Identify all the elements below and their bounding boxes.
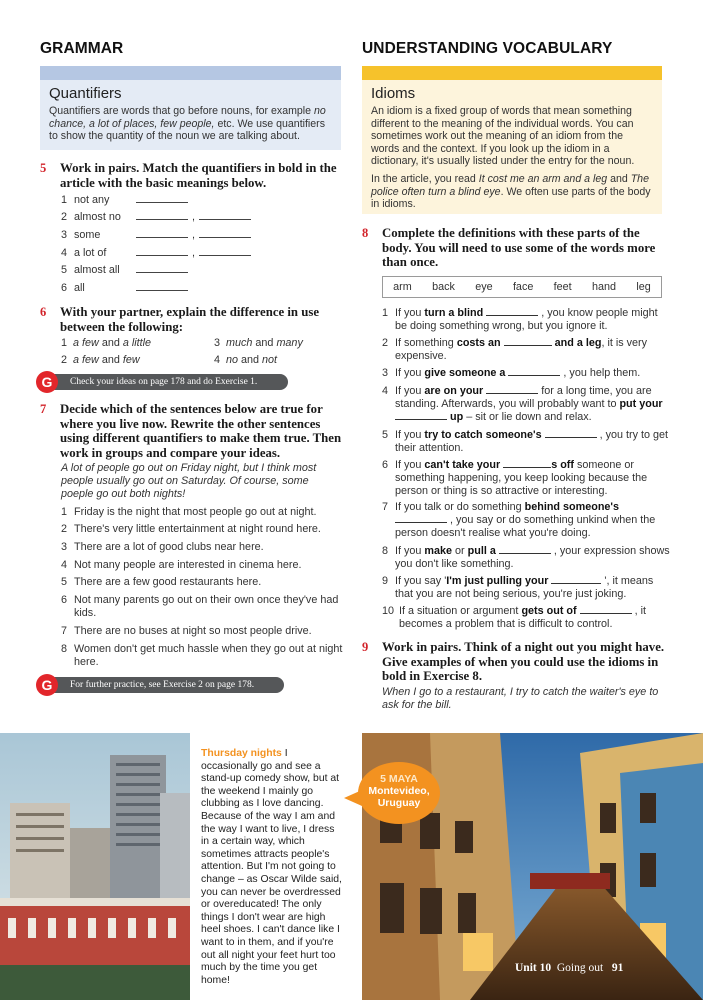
exercise-8-item-6: 6 If you can't take your s off someone or something happening, you keep looking because the person or thing is so attractive or interesting. — [382, 459, 648, 497]
quantifiers-box — [40, 80, 341, 150]
exercise-5 — [40, 161, 345, 190]
exercise-7-item — [61, 541, 344, 554]
exercise-8-instruction: Complete the definitions with these parts of the body. You will need to use some of the words more than once. — [382, 226, 656, 270]
exercise-7-item — [61, 523, 344, 536]
idioms-text-2: In the article, you read It cost me an arm and a leg and The police often turn a blind eye. We often use parts of the body in idioms. — [371, 172, 651, 211]
quantifier-meaning: some — [74, 229, 101, 241]
quantifiers-title: Quantifiers — [49, 85, 122, 102]
exercise-8-item-9: 9 If you say 'I'm just pulling your ', it means that you are not being serious, you're just joking. — [382, 575, 654, 600]
word-box — [382, 276, 662, 298]
item-number: 7 — [61, 625, 68, 637]
speaker-bubble — [358, 762, 440, 824]
item-number: 5 — [61, 576, 68, 588]
item-number: 2 — [61, 211, 68, 223]
vocabulary-heading: UNDERSTANDING VOCABULARY — [362, 40, 613, 57]
word-face: face — [512, 281, 534, 293]
exercise-6-item-2: 2 a few and few — [61, 354, 140, 366]
photo-strip — [0, 733, 703, 1000]
answer-blank[interactable] — [199, 247, 251, 256]
answer-blank[interactable] — [136, 264, 188, 273]
idioms-box — [362, 80, 662, 214]
exercise-7-item — [61, 559, 344, 572]
item-number: 8 — [61, 643, 68, 655]
exercise-9-example: When I go to a restaurant, I try to catch the waiter's eye to ask for the bill. — [382, 686, 659, 711]
sentence-text: There are a few good restaurants here. — [74, 576, 262, 588]
item-number: 3 — [61, 229, 68, 241]
answer-blank[interactable] — [545, 429, 597, 438]
answer-blank[interactable] — [395, 514, 447, 523]
answer-blank[interactable] — [136, 194, 188, 203]
word-leg: leg — [636, 281, 651, 293]
word-hand: hand — [592, 281, 617, 293]
answer-blank[interactable] — [486, 307, 538, 316]
answer-blank[interactable] — [580, 605, 632, 614]
grammar-reference-2[interactable]: For further practice, see Exercise 2 on page 178. — [46, 677, 284, 693]
grammar-g-icon: G — [36, 674, 58, 696]
word-feet: feet — [553, 281, 572, 293]
exercise-7-instruction: Decide which of the sentences below are true for where you live now. Rewrite the other sentences using different quantifiers to make them true. Then work in groups and compare your ideas. — [60, 402, 342, 460]
sentence-text: There are no buses at night so most people drive. — [74, 625, 312, 637]
item-number: 4 — [61, 559, 68, 571]
answer-blank[interactable] — [486, 385, 538, 394]
exercise-5-item — [61, 282, 188, 294]
grammar-reference-1[interactable]: Check your ideas on page 178 and do Exercise 1. — [46, 374, 288, 390]
answer-blank[interactable] — [136, 247, 188, 256]
exercise-7 — [40, 402, 345, 460]
answer-blank[interactable] — [503, 459, 551, 468]
exercise-8-number: 8 — [362, 226, 369, 240]
exercise-7-number: 7 — [40, 402, 47, 416]
answer-blank[interactable] — [499, 545, 551, 554]
speaker-city: Montevideo, — [368, 785, 430, 797]
exercise-5-instruction: Work in pairs. Match the quantifiers in bold in the article with the basic meanings below. — [60, 161, 337, 190]
item-number: 2 — [61, 523, 68, 535]
word-back: back — [432, 281, 455, 293]
speaker-id: 5 MAYA — [380, 773, 418, 785]
exercise-9-instruction: Work in pairs. Think of a night out you might have. Give examples of when you could use the idioms in bold in Exercise 8. — [382, 640, 665, 684]
answer-blank[interactable] — [551, 575, 601, 584]
exercise-8-item-8: 8 If you make or pull a , your expression shows you don't like something. — [382, 545, 670, 570]
idioms-title: Idioms — [371, 85, 416, 102]
sentence-text: Friday is the night that most people go out at night. — [74, 506, 317, 518]
item-number: 4 — [61, 247, 68, 259]
exercise-7-example: A lot of people go out on Friday night, but I think most people usually go out on Saturday. Of course, some poeple go out both nights! — [61, 462, 317, 500]
answer-blank[interactable] — [136, 282, 188, 291]
sentence-text: Women don't get much hassle when they go out at night here. — [74, 643, 343, 668]
answer-blank[interactable] — [136, 211, 188, 220]
speaker-bubble-tail — [344, 790, 362, 806]
exercise-5-number: 5 — [40, 161, 47, 175]
exercise-6 — [40, 305, 345, 334]
speaker-country: Uruguay — [377, 797, 421, 809]
grammar-g-icon: G — [36, 371, 58, 393]
answer-blank[interactable] — [199, 211, 251, 220]
item-number: 5 — [61, 264, 68, 276]
exercise-8-item-3: 3 If you give someone a , you help them. — [382, 367, 641, 379]
word-eye: eye — [475, 281, 493, 293]
exercise-6-instruction: With your partner, explain the difference in use between the following: — [60, 305, 320, 334]
answer-blank[interactable] — [508, 367, 560, 376]
idioms-box-bar — [362, 66, 662, 80]
exercise-6-item-3: 3 much and many — [214, 337, 303, 349]
item-number: 6 — [61, 594, 68, 606]
sentence-text: There are a lot of good clubs near here. — [74, 541, 264, 553]
exercise-5-item — [61, 194, 188, 206]
answer-blank[interactable] — [504, 337, 552, 346]
exercise-9-number: 9 — [362, 640, 369, 654]
feature-label: Thursday nights — [201, 748, 282, 759]
sentence-text: There's very little entertainment at night round here. — [74, 523, 321, 535]
exercise-8-item-4: 4 If you are on your for a long time, you are standing. Afterwards, you will probably want to put your up – sit or lie down and relax. — [382, 385, 663, 423]
exercise-8 — [362, 226, 667, 270]
feature-text: Thursday nights I occasionally go and see a stand-up comedy show, but at the weekend I mainly go clubbing as I love dancing. Because of the way I am and the way I want to live, I dress in a certain way, which sometimes attracts people's attention. But I'm not going to change – as Oscar Wilde said, you can never be overdressed or overeducated! The only things I don't wear are high heel shoes. I can't dance like I want to in them, and if you're out all night your feet hurt too much by the time you get home! — [201, 748, 342, 986]
quantifier-meaning: a lot of — [74, 247, 107, 259]
quantifier-meaning: all — [74, 282, 85, 294]
item-number: 3 — [61, 541, 68, 553]
exercise-7-item — [61, 506, 344, 519]
answer-blank[interactable] — [199, 229, 251, 238]
comma-separator: , — [192, 229, 196, 241]
exercise-5-item — [61, 247, 251, 259]
comma-separator: , — [192, 211, 196, 223]
sentence-text: Not many parents go out on their own once they've had kids. — [74, 594, 339, 619]
grammar-heading: GRAMMAR — [40, 40, 124, 57]
quantifier-meaning: not any — [74, 194, 110, 206]
comma-separator: , — [192, 247, 196, 259]
exercise-5-item — [61, 211, 251, 223]
exercise-6-number: 6 — [40, 305, 47, 319]
exercise-8-item-1: 1 If you turn a blind , you know people might be doing something wrong, but you ignore it. — [382, 307, 658, 332]
quantifiers-text: Quantifiers are words that go before nouns, for example no chance, a lot of places, few people, etc. We use quantifiers to show the quantity of the noun we are talking about. — [49, 105, 326, 143]
answer-blank[interactable] — [395, 411, 447, 420]
exercise-5-item — [61, 229, 251, 241]
sentence-text: Not many people are interested in cinema here. — [74, 559, 302, 571]
word-arm: arm — [393, 281, 412, 293]
exercise-7-item — [61, 643, 344, 669]
exercise-5-item — [61, 264, 188, 276]
footer-title: Going out — [556, 962, 604, 974]
exercise-7-item — [61, 576, 344, 589]
idioms-text-1: An idiom is a fixed group of words that mean something different to the meaning of the individual words. You can sometimes work out the meaning of an idiom from the words and the context. If you look up the idiom in a dictionary, it's usually listed under the entry for the noun. — [371, 105, 635, 168]
page-footer — [515, 962, 623, 974]
exercise-8-item-10: 10 If a situation or argument gets out of , it becomes a problem that is difficult to control. — [382, 605, 647, 630]
quantifier-meaning: almost all — [74, 264, 120, 276]
quantifiers-box-bar — [40, 66, 341, 80]
exercise-9 — [362, 640, 667, 684]
exercise-8-item-7: 7 If you talk or do something behind someone's , you say or do something unkind when the person doesn't realise what you're doing. — [382, 501, 656, 539]
item-number: 1 — [61, 194, 68, 206]
quantifier-meaning: almost no — [74, 211, 121, 223]
exercise-7-item — [61, 625, 344, 638]
item-number: 1 — [61, 506, 68, 518]
exercise-8-item-5: 5 If you try to catch someone's , you try to get their attention. — [382, 429, 669, 454]
item-number: 6 — [61, 282, 68, 294]
exercise-6-item-1: 1 a few and a little — [61, 337, 152, 349]
exercise-8-item-2: 2 If something costs an and a leg, it is very expensive. — [382, 337, 648, 362]
page-number: 91 — [611, 962, 624, 974]
exercise-6-item-4: 4 no and not — [214, 354, 278, 366]
exercise-7-item — [61, 594, 344, 620]
footer-unit: Unit 10 — [515, 962, 552, 974]
city-photo-illustration — [0, 733, 703, 1000]
answer-blank[interactable] — [136, 229, 188, 238]
